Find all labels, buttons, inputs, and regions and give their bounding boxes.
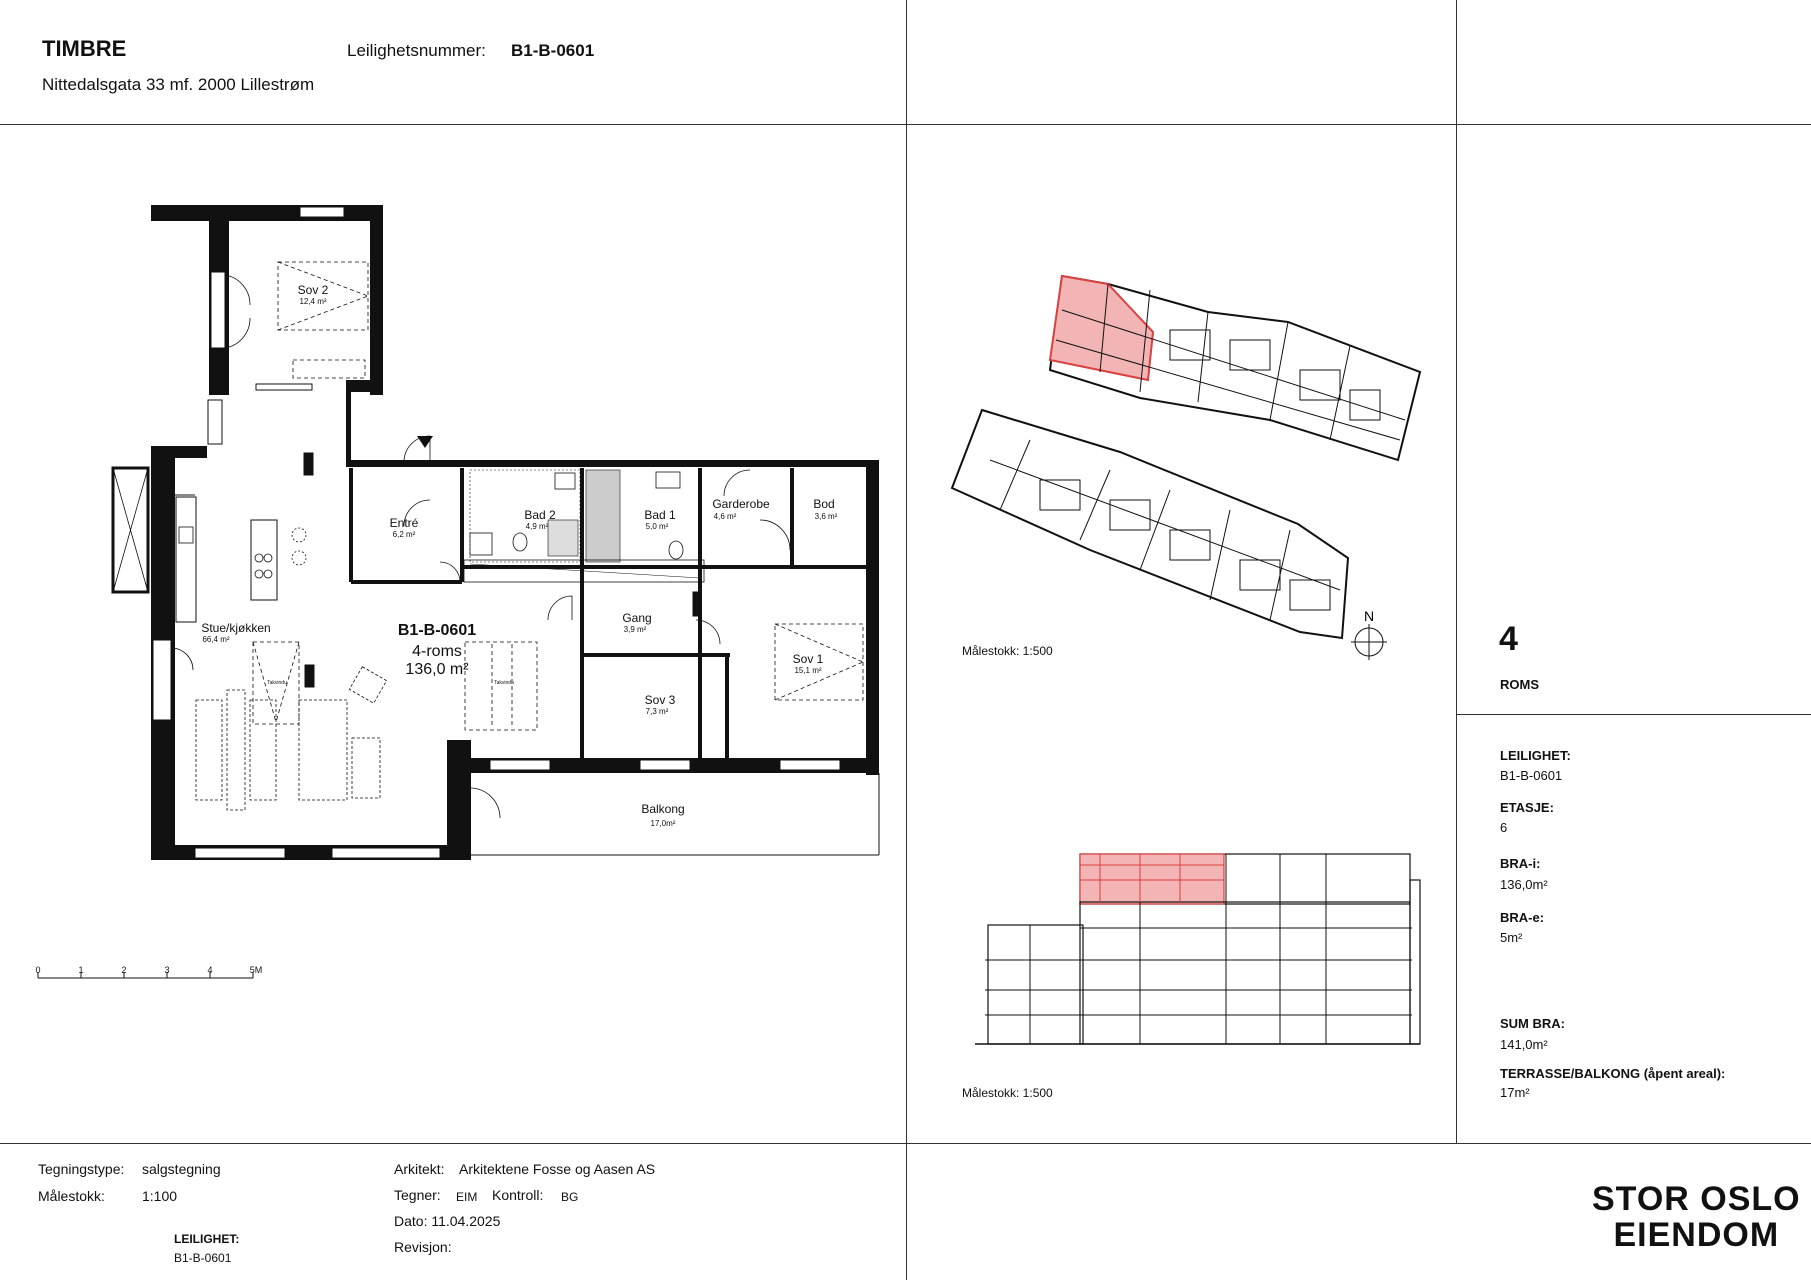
footer-apartment-value: B1-B-0601 [174, 1251, 232, 1265]
scale-labels [35, 965, 262, 975]
room-name: Bad 2 [524, 508, 556, 522]
room-name: Sov 2 [297, 283, 329, 297]
room-area: 4,6 m² [713, 512, 737, 521]
control-value: BG [561, 1190, 579, 1204]
apartment-value: B1-B-0601 [1500, 768, 1563, 783]
architect-label: Arkitekt: [394, 1161, 445, 1177]
room-area: 3,9 m² [623, 625, 647, 634]
scale-bar [38, 972, 253, 978]
sum-value: 141,0m² [1500, 1037, 1548, 1052]
room-area: 66,4 m² [202, 635, 230, 644]
control-label: Kontroll: [492, 1187, 544, 1203]
project-address: Nittedalsgata 33 mf. 2000 Lillestrøm [42, 75, 315, 94]
room-name: Bad 1 [644, 508, 676, 522]
footer-apartment-label: LEILIGHET: [174, 1232, 240, 1246]
drawing-type-value: salgstegning [142, 1161, 221, 1177]
room-area: 6,2 m² [392, 530, 416, 539]
rooms-count: 4 [1499, 620, 1518, 658]
plan-unit-area: 136,0 m² [405, 661, 469, 678]
plan-unit-type: 4-roms [412, 643, 462, 660]
brai-label: BRA-i: [1500, 856, 1541, 871]
drawn-value: EIM [456, 1190, 478, 1204]
logo-line-2: EIENDOM [1613, 1216, 1780, 1254]
room-name: Sov 3 [644, 693, 676, 707]
scale-tick: 5M [249, 965, 263, 975]
brai-value: 136,0m² [1500, 877, 1548, 892]
site-scale-top: Målestokk: 1:500 [962, 644, 1053, 658]
room-area: 12,4 m² [299, 297, 327, 306]
room-area: 7,3 m² [645, 707, 669, 716]
building-elevation [975, 854, 1420, 1044]
site-plan [952, 276, 1420, 660]
unit-number-value: B1-B-0601 [511, 41, 595, 60]
scale-tick: 2 [121, 965, 127, 975]
scale-label: Målestokk: [38, 1188, 105, 1204]
revision-label: Revisjon: [394, 1239, 452, 1255]
logo-line-1: STOR OSLO [1592, 1180, 1801, 1218]
floor-value: 6 [1500, 820, 1508, 835]
scale-tick: 1 [78, 965, 84, 975]
terrace-label: TERRASSE/BALKONG (åpent areal): [1500, 1066, 1726, 1081]
plan-unit-id: B1-B-0601 [397, 622, 477, 639]
scale-tick: 4 [207, 965, 213, 975]
room-name: Bod [813, 497, 835, 511]
floor-label: ETASJE: [1500, 800, 1554, 815]
room-name: Garderobe [712, 497, 770, 511]
skylight-label: Takvindu [267, 680, 287, 686]
terrace-value: 17m² [1500, 1085, 1530, 1100]
date-label: Dato: 11.04.2025 [394, 1213, 501, 1229]
room-area: 4,9 m² [525, 522, 549, 531]
architect-value: Arkitektene Fosse og Aasen AS [459, 1161, 656, 1177]
room-name: Balkong [641, 802, 685, 816]
scale-value: 1:100 [142, 1188, 178, 1204]
brae-value: 5m² [1500, 930, 1523, 945]
scale-tick: 0 [35, 965, 41, 975]
company-logo [1592, 1181, 1801, 1253]
drawn-label: Tegner: [394, 1187, 441, 1203]
room-name: Stue/kjøkken [201, 621, 271, 635]
north-label: N [1363, 608, 1375, 624]
apartment-label: LEILIGHET: [1500, 748, 1571, 763]
unit-number-label: Leilighetsnummer: [347, 41, 486, 60]
room-area: 5,0 m² [645, 522, 669, 531]
sum-label: SUM BRA: [1500, 1016, 1565, 1031]
room-area: 17,0m² [650, 819, 676, 828]
site-scale-bottom: Målestokk: 1:500 [962, 1086, 1053, 1100]
brae-label: BRA-e: [1500, 910, 1545, 925]
rooms-label: ROMS [1500, 677, 1539, 692]
room-name: Entré [389, 516, 419, 530]
drawing-type-label: Tegningstype: [38, 1161, 125, 1177]
room-area: 15,1 m² [794, 666, 822, 675]
floor-plan [38, 205, 879, 978]
room-name: Gang [622, 611, 652, 625]
project-title: TIMBRE [42, 36, 127, 61]
room-area: 3,6 m² [814, 512, 838, 521]
scale-tick: 3 [164, 965, 170, 975]
room-name: Sov 1 [792, 652, 824, 666]
skylight-label: Takvindu [494, 680, 514, 686]
